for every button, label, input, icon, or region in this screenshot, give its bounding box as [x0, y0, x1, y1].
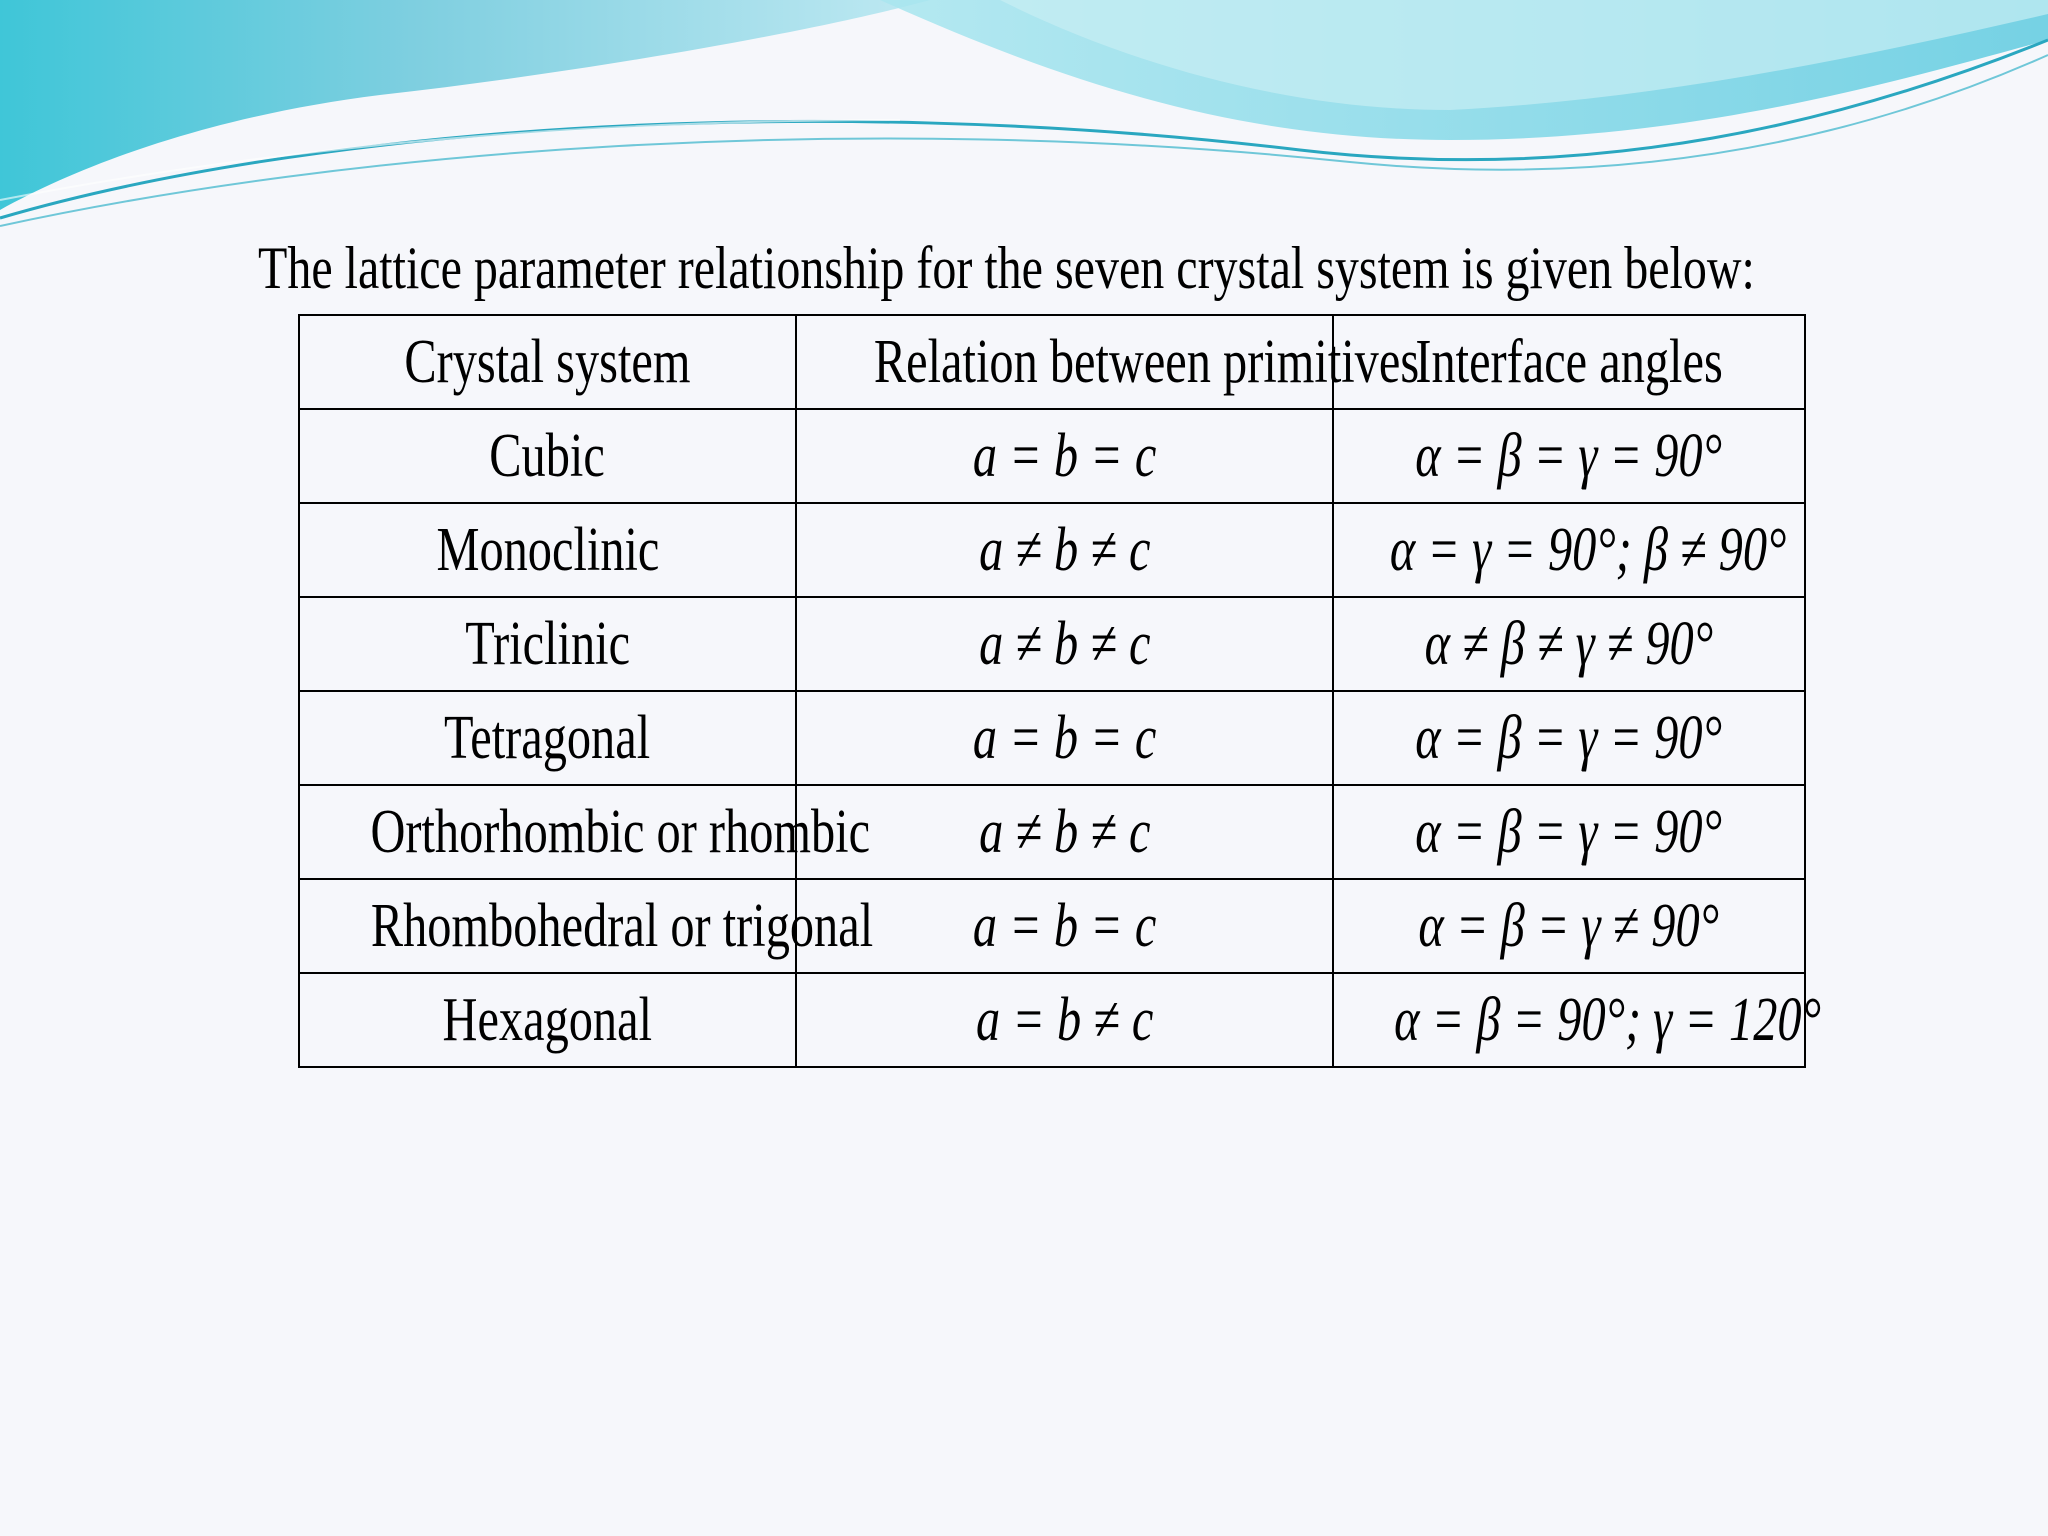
cell-relation: a ≠ b ≠ c [796, 785, 1333, 879]
intro-heading: The lattice parameter relationship for the seven crystal system is given below: [258, 235, 1755, 301]
cell-angles: α ≠ β ≠ γ ≠ 90° [1333, 597, 1805, 691]
cell-system: Orthorhombic or rhombic [299, 785, 796, 879]
cell-angles: α = β = γ = 90° [1333, 691, 1805, 785]
table-row [299, 691, 1805, 785]
cell-relation: a ≠ b ≠ c [796, 597, 1333, 691]
crystal-system-table [298, 314, 1821, 1068]
header-angles: Interface angles [1333, 315, 1805, 409]
cell-relation: a = b = c [796, 691, 1333, 785]
cell-system: Rhombohedral or trigonal [299, 879, 796, 973]
header-crystal-system: Crystal system [299, 315, 796, 409]
table-row [299, 973, 1805, 1067]
table-row [299, 597, 1805, 691]
cell-relation: a = b = c [796, 879, 1333, 973]
cell-relation: a = b = c [796, 409, 1333, 503]
table-row [299, 879, 1805, 973]
cell-relation: a ≠ b ≠ c [796, 503, 1333, 597]
cell-angles: α = β = γ = 90° [1333, 409, 1805, 503]
table-row [299, 409, 1805, 503]
cell-system: Cubic [299, 409, 796, 503]
table-header-row [299, 315, 1805, 409]
cell-system: Tetragonal [299, 691, 796, 785]
cell-system: Monoclinic [299, 503, 796, 597]
cell-system: Hexagonal [299, 973, 796, 1067]
cell-angles: α = β = 90°; γ = 120° [1333, 973, 1805, 1067]
decorative-wave-header [0, 0, 2048, 240]
table-row [299, 503, 1805, 597]
cell-angles: α = β = γ = 90° [1333, 785, 1805, 879]
header-relation: Relation between primitives [796, 315, 1333, 409]
cell-relation: a = b ≠ c [796, 973, 1333, 1067]
cell-angles: α = β = γ ≠ 90° [1333, 879, 1805, 973]
cell-angles: α = γ = 90°; β ≠ 90° [1333, 503, 1805, 597]
table-row [299, 785, 1805, 879]
cell-system: Triclinic [299, 597, 796, 691]
